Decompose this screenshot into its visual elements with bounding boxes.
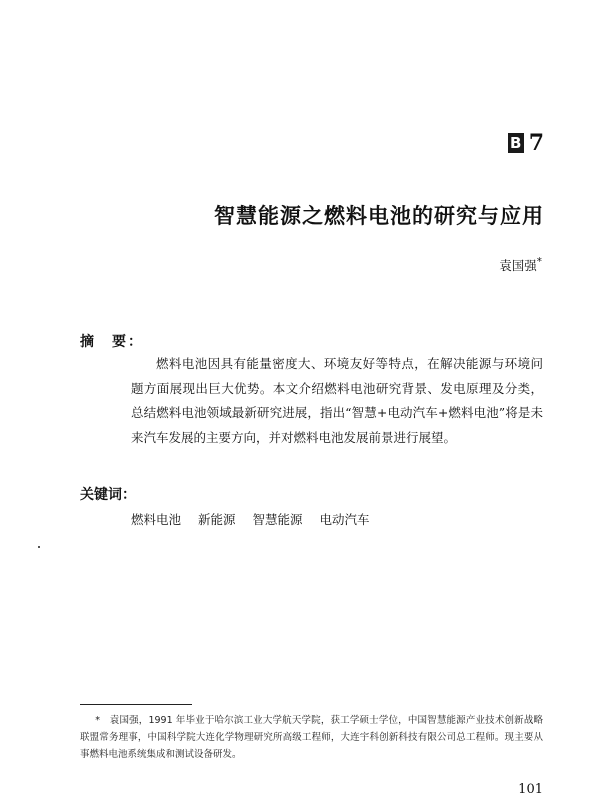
keyword-item: 新能源 <box>198 512 236 527</box>
chapter-mark <box>508 130 544 156</box>
scan-speck <box>38 546 40 548</box>
keyword-item: 智慧能源 <box>252 512 303 527</box>
footnote-text: 袁国强，1991 年毕业于哈尔滨工业大学航天学院，获工学硕士学位，中国智慧能源产业技术创新战略联盟常务理事，中国科学院大连化学物理研究所高级工程师，大连宇科创新科技有限公司总工程师。现主要从事燃料电池系统集成和测试设备研发。 <box>80 715 543 760</box>
footnote-divider <box>80 704 192 705</box>
author-name: 袁国强 <box>499 258 537 274</box>
chapter-badge: B <box>508 133 524 153</box>
page-title: 智慧能源之燃料电池的研究与应用 <box>214 204 544 228</box>
page-number: 101 <box>518 782 543 797</box>
footnote-marker: * <box>95 715 100 726</box>
abstract-text: 燃料电池因具有能量密度大、环境友好等特点，在解决能源与环境问题方面展现出巨大优势。本文介绍燃料电池研究背景、发电原理及分类，总结燃料电池领域最新研究进展，指出“智慧+电动汽车+燃料电池”将是未来汽车发展的主要方向，并对燃料电池发展前景进行展望。 <box>131 356 543 445</box>
chapter-number: 7 <box>528 130 544 156</box>
keyword-item: 燃料电池 <box>131 512 182 527</box>
author-footnote-marker: * <box>536 256 542 268</box>
keyword-item: 电动汽车 <box>319 512 370 527</box>
abstract-label: 摘 要： <box>80 334 144 350</box>
keywords-label: 关键词： <box>80 487 136 503</box>
keywords-list <box>131 510 370 528</box>
author-footnote <box>80 712 543 763</box>
author-line <box>499 256 542 274</box>
